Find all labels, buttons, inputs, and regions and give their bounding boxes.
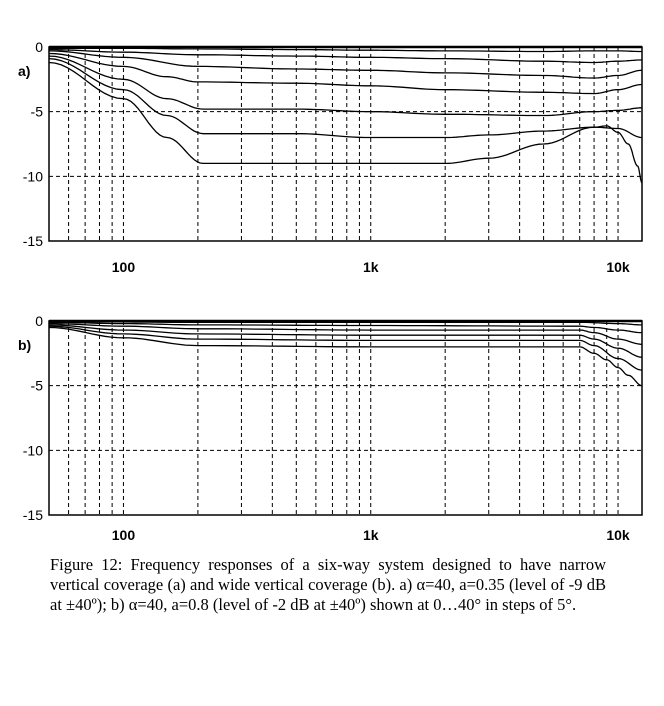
panel-a (18, 39, 642, 275)
caption-line: Figure 12: Frequency responses of a six-way system (50, 555, 425, 574)
response-curve-7 (49, 63, 642, 183)
horizontal-grid (49, 112, 642, 177)
y-tick-label: 0 (35, 39, 43, 55)
plot-frame (49, 321, 642, 515)
figure-caption (50, 555, 606, 615)
y-tick-label: -5 (30, 103, 43, 120)
panel-label: b) (18, 337, 32, 353)
x-tick-label: 100 (111, 259, 136, 275)
response-curve-1 (49, 48, 642, 51)
response-curve-3 (49, 51, 642, 78)
response-curve-6 (49, 328, 642, 386)
response-curve-4 (49, 54, 642, 94)
series-group (49, 48, 642, 183)
y-tick-label: -15 (22, 507, 43, 523)
y-tick-label: -15 (22, 233, 43, 249)
x-tick-label: 1k (362, 259, 379, 275)
x-tick-label: 10k (606, 259, 630, 275)
panel-label: a) (18, 63, 31, 79)
x-tick-label: 100 (111, 527, 136, 543)
vertical-grid (69, 47, 618, 241)
x-tick-label: 1k (362, 527, 379, 543)
panel-b (18, 313, 642, 543)
y-tick-label: 0 (35, 313, 43, 329)
response-curve-2 (49, 322, 642, 332)
x-tick-label: 10k (606, 527, 630, 543)
y-tick-label: -5 (30, 377, 43, 394)
horizontal-grid (49, 386, 642, 451)
vertical-grid (69, 321, 618, 515)
caption-line: designed to have narrow vertical coverage (a) and wide (50, 555, 606, 594)
caption-line: ±40º); b) α=40, a=0.8 (level of -2 dB at ±40º) shown at (66, 595, 430, 614)
caption-line: vertical coverage (b). a) α=40, a=0.35 (level of -9 dB at (50, 575, 607, 614)
y-tick-label: -10 (22, 442, 43, 459)
caption-line: 0…40° in steps of 5°. (433, 595, 577, 614)
series-group (49, 322, 642, 386)
response-curve-5 (49, 326, 642, 370)
y-tick-label: -10 (22, 168, 43, 185)
